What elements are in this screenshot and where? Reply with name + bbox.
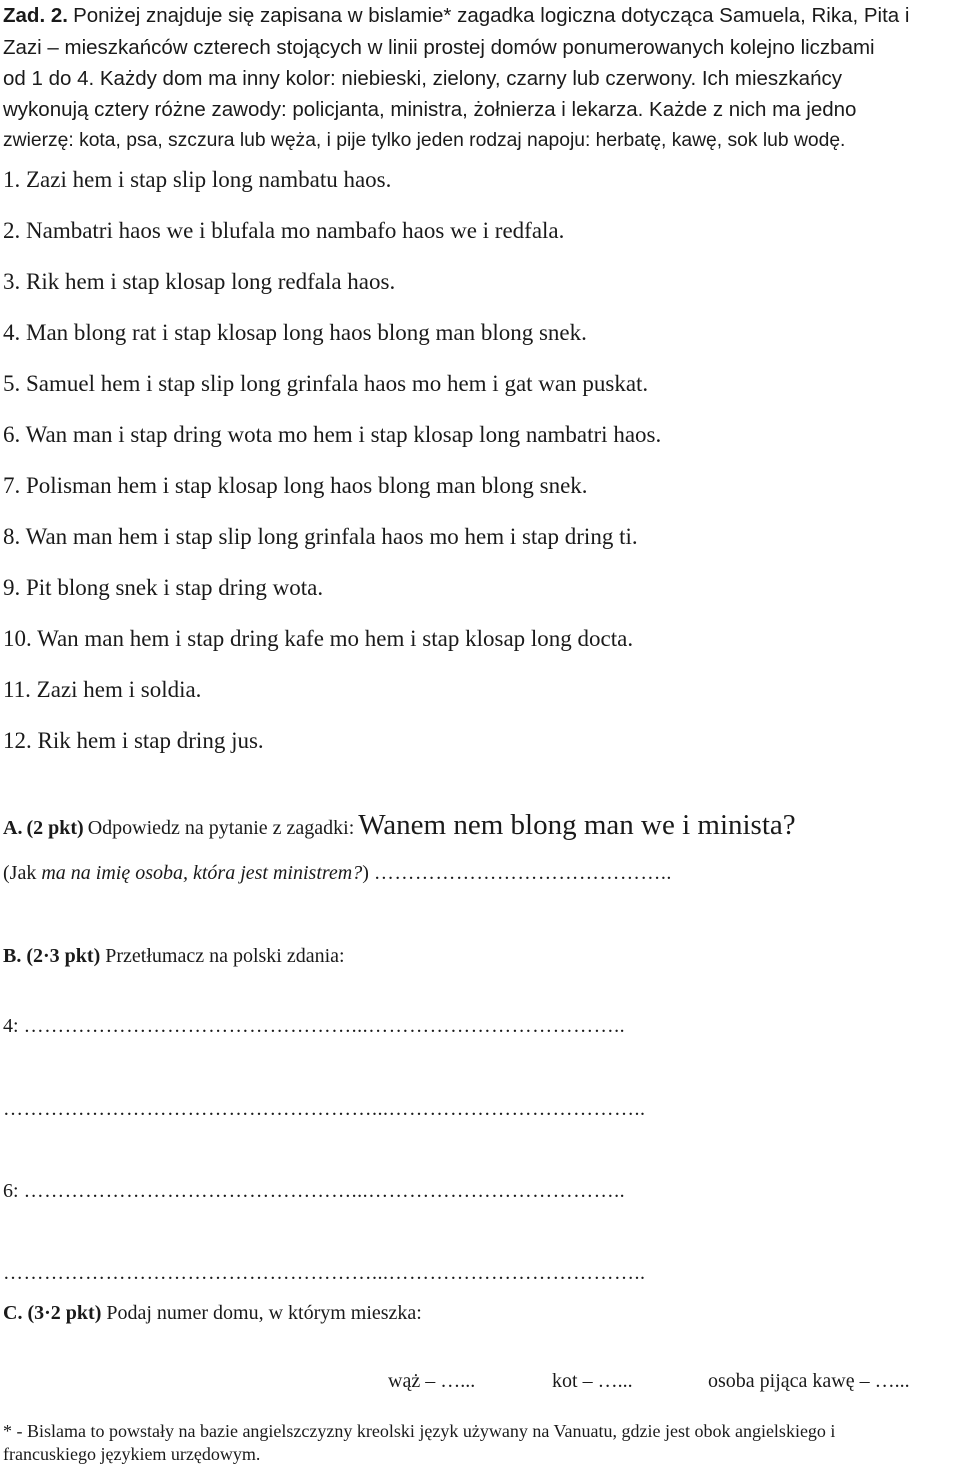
clue-9: 9. Pit blong snek i stap dring wota. bbox=[3, 575, 324, 600]
clue-5: 5. Samuel hem i stap slip long grinfala haos mo hem i gat wan puskat. bbox=[3, 371, 649, 396]
section-b-row-4 bbox=[3, 1011, 625, 1041]
translation-text: ma na imię osoba, która jest ministrem? bbox=[41, 862, 363, 884]
section-a-translation-row bbox=[3, 858, 672, 888]
footnote-line-1: * - Bislama to powstały na bazie angielszczyzny kreolski język używany na Vanuatu, gdzie jest obok angielskiego i bbox=[3, 1421, 836, 1441]
section-c-letter: C. bbox=[3, 1302, 23, 1324]
clue-2: 2. Nambatri haos we i blufala mo nambafo haos we i redfala. bbox=[3, 218, 565, 243]
clue-8: 8. Wan man hem i stap slip long grinfala haos mo hem i stap dring ti. bbox=[3, 524, 638, 549]
intro-line-4: wykonują cztery różne zawody: policjanta, ministra, żołnierza i lekarza. Każde z nich ma jedno bbox=[3, 98, 857, 121]
footnote-line-2: francuskiego językiem urzędowym. bbox=[3, 1444, 261, 1464]
clue-12: 12. Rik hem i stap dring jus. bbox=[3, 728, 264, 753]
translation-close: ) bbox=[362, 862, 369, 884]
section-b-row-4-continued bbox=[3, 1094, 646, 1124]
clue-4: 4. Man blong rat i stap klosap long haos blong man blong snek. bbox=[3, 320, 587, 345]
section-b-row-6 bbox=[3, 1176, 625, 1206]
clue-6: 6. Wan man i stap dring wota mo hem i stap klosap long nambatri haos. bbox=[3, 422, 662, 447]
section-b-row-6-continued bbox=[3, 1258, 646, 1288]
section-b-heading bbox=[3, 941, 345, 971]
clue-7: 7. Polisman hem i stap klosap long haos blong man blong snek. bbox=[3, 473, 588, 498]
clue-3: 3. Rik hem i stap klosap long redfala haos. bbox=[3, 269, 396, 294]
clue-1: 1. Zazi hem i stap slip long nambatu haos. bbox=[3, 167, 392, 192]
section-c-item-coffee: osoba pijąca kawę – …... bbox=[708, 1370, 910, 1392]
intro-text-1: Poniżej znajduje się zapisana w bislamie* zagadka logiczna dotycząca Samuela, Rika, Pita i bbox=[73, 4, 910, 27]
section-b-points: (2·3 pkt) bbox=[26, 945, 101, 967]
sentence-6-answer-field-2[interactable]: ………………………………………………...……………………………….. bbox=[3, 1262, 646, 1284]
clue-10: 10. Wan man hem i stap dring kafe mo hem i stap klosap long docta. bbox=[3, 626, 634, 651]
intro-line-3: od 1 do 4. Każdy dom ma inny kolor: niebieski, zielony, czarny lub czerwony. Ich mieszkańcy bbox=[3, 67, 842, 90]
sentence-4-label: 4: bbox=[3, 1015, 19, 1037]
section-c-prompt: Podaj numer domu, w którym mieszka: bbox=[106, 1302, 422, 1324]
section-a-letter: A. bbox=[3, 817, 23, 839]
coffee-drinker-label: osoba pijąca kawę bbox=[708, 1370, 855, 1392]
clue-11: 11. Zazi hem i soldia. bbox=[3, 677, 202, 702]
section-a-points: (2 pkt) bbox=[26, 817, 84, 839]
sentence-4-answer-field[interactable]: …………………………………………...……………………………….. bbox=[23, 1015, 626, 1037]
intro-line-1 bbox=[3, 0, 957, 32]
intro-line-5: zwierzę: kota, psa, szczura lub węża, i pije tylko jeden rodzaj napoju: herbatę, kawę, sok lub wodę. bbox=[3, 130, 846, 151]
sentence-6-answer-field[interactable]: …………………………………………...……………………………….. bbox=[23, 1180, 626, 1202]
section-b-letter: B. bbox=[3, 945, 22, 967]
snake-label: wąż bbox=[388, 1370, 421, 1392]
intro-line-2: Zazi – mieszkańców czterech stojących w linii prostej domów ponumerowanych kolejno liczbami bbox=[3, 36, 875, 59]
section-c-heading bbox=[3, 1298, 422, 1328]
section-a-answer-field[interactable]: …………………………………….. bbox=[373, 862, 672, 884]
section-c-item-snake: wąż – …... bbox=[388, 1370, 476, 1392]
section-a-bislama-question: Wanem nem blong man we i minista? bbox=[358, 809, 796, 841]
cat-answer-field[interactable]: …... bbox=[597, 1370, 633, 1392]
section-a-question bbox=[3, 805, 796, 845]
section-c-points: (3·2 pkt) bbox=[27, 1302, 102, 1324]
sentence-6-label: 6: bbox=[3, 1180, 19, 1202]
section-a-prompt: Odpowiedz na pytanie z zagadki: bbox=[87, 817, 355, 839]
task-label: Zad. 2. bbox=[3, 4, 68, 27]
snake-answer-field[interactable]: …... bbox=[440, 1370, 476, 1392]
translation-open: (Jak bbox=[3, 862, 37, 884]
task-intro bbox=[3, 0, 957, 156]
section-c-item-cat: kot – …... bbox=[552, 1370, 633, 1392]
cat-label: kot bbox=[552, 1370, 578, 1392]
section-b-prompt: Przetłumacz na polski zdania: bbox=[105, 945, 345, 967]
sentence-4-answer-field-2[interactable]: ………………………………………………...……………………………….. bbox=[3, 1098, 646, 1120]
coffee-drinker-answer-field[interactable]: …... bbox=[874, 1370, 910, 1392]
